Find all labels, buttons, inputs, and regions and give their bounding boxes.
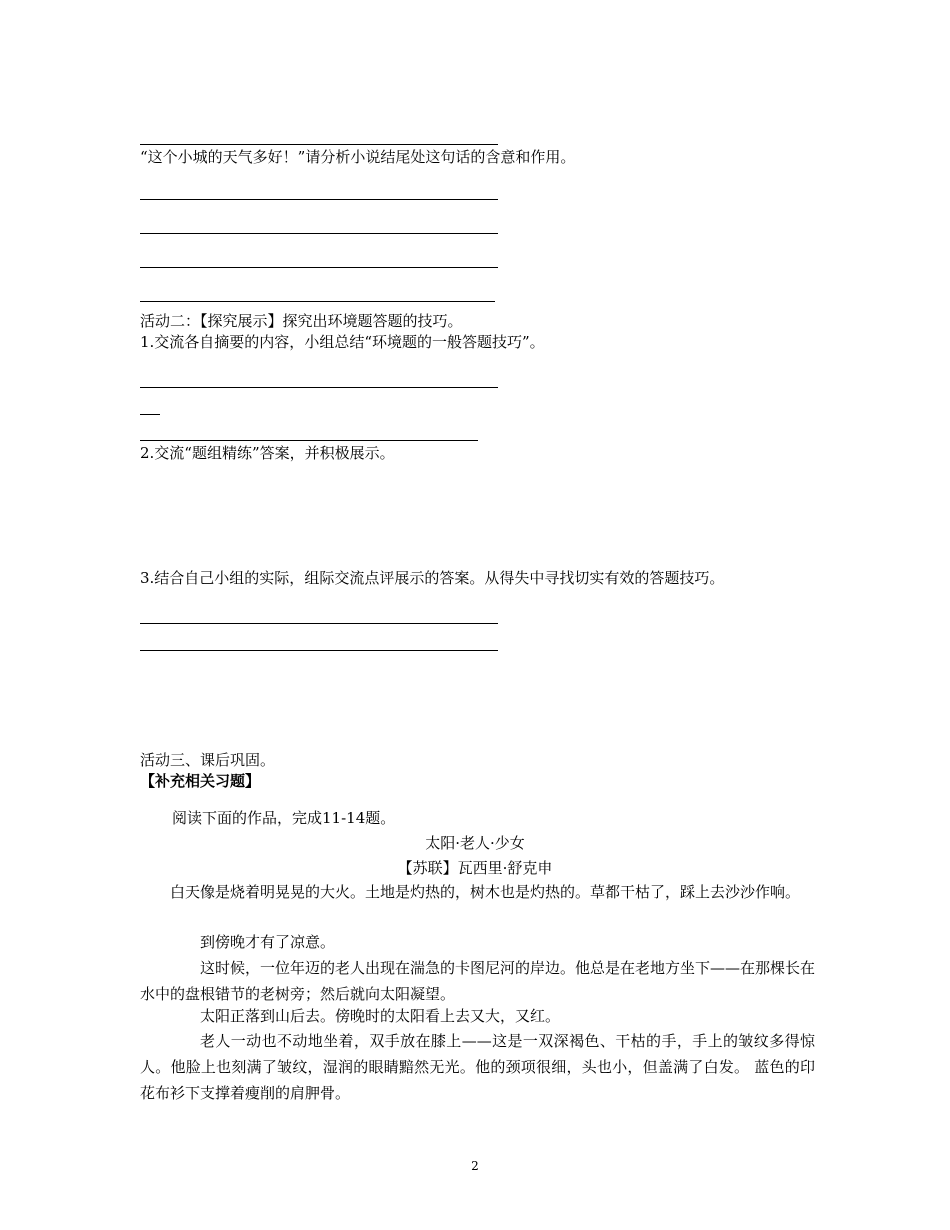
answer-line bbox=[140, 650, 498, 651]
activity2-item-1: 1.交流各自摘要的内容，小组总结“环境题的一般答题技巧”。 bbox=[140, 333, 545, 351]
answer-line bbox=[140, 267, 498, 268]
activity2-item-2: 2.交流“题组精练”答案，并积极展示。 bbox=[140, 444, 395, 462]
answer-line bbox=[140, 387, 498, 388]
activity2-heading: 活动二：【探究展示】探究出环境题答题的技巧。 bbox=[140, 312, 463, 330]
activity3-heading: 活动三、课后巩固。 bbox=[140, 751, 276, 769]
activity2-item-3: 3.结合自己小组的实际，组际交流点评展示的答案。从得失中寻找切实有效的答题技巧。 bbox=[140, 569, 725, 587]
reading-author: 【苏联】瓦西里·舒克申 bbox=[397, 859, 553, 877]
answer-line bbox=[140, 233, 498, 234]
answer-line bbox=[140, 440, 478, 441]
answer-line bbox=[140, 414, 160, 415]
reading-instruction: 阅读下面的作品，完成11-14题。 bbox=[172, 809, 396, 827]
question-weather: “这个小城的天气多好！”请分析小说结尾处这句话的含意和作用。 bbox=[140, 148, 576, 166]
reading-paragraph: 老人一动也不动地坐着，双手放在膝上——这是一双深褐色、干枯的手，手上的皱纹多得惊人。他脸上也刻满了皱纹，湿润的眼睛黯然无光。他的颈项很细，头也小，但盖满了白发。 蓝色的印花布衫下支撑着瘦削的肩胛骨。 bbox=[140, 1032, 815, 1102]
page-number: 2 bbox=[471, 1159, 479, 1173]
reading-title: 太阳·老人·少女 bbox=[425, 834, 525, 852]
answer-line bbox=[140, 199, 498, 200]
answer-line bbox=[140, 301, 495, 302]
reading-paragraph: 白天像是烧着明晃晃的大火。土地是灼热的，树木也是灼热的。草都干枯了，踩上去沙沙作响。 bbox=[170, 883, 801, 901]
answer-line bbox=[140, 144, 498, 145]
reading-paragraph: 太阳正落到山后去。傍晚时的太阳看上去又大，又红。 bbox=[200, 1007, 561, 1025]
reading-paragraph: 这时候，一位年迈的老人出现在湍急的卡图尼河的岸边。他总是在老地方坐下——在那棵长在水中的盘根错节的老树旁；然后就向太阳凝望。 bbox=[140, 959, 816, 1003]
answer-line bbox=[140, 623, 498, 624]
activity3-subheading: 【补充相关习题】 bbox=[140, 772, 261, 790]
reading-paragraph: 到傍晚才有了凉意。 bbox=[200, 933, 336, 951]
